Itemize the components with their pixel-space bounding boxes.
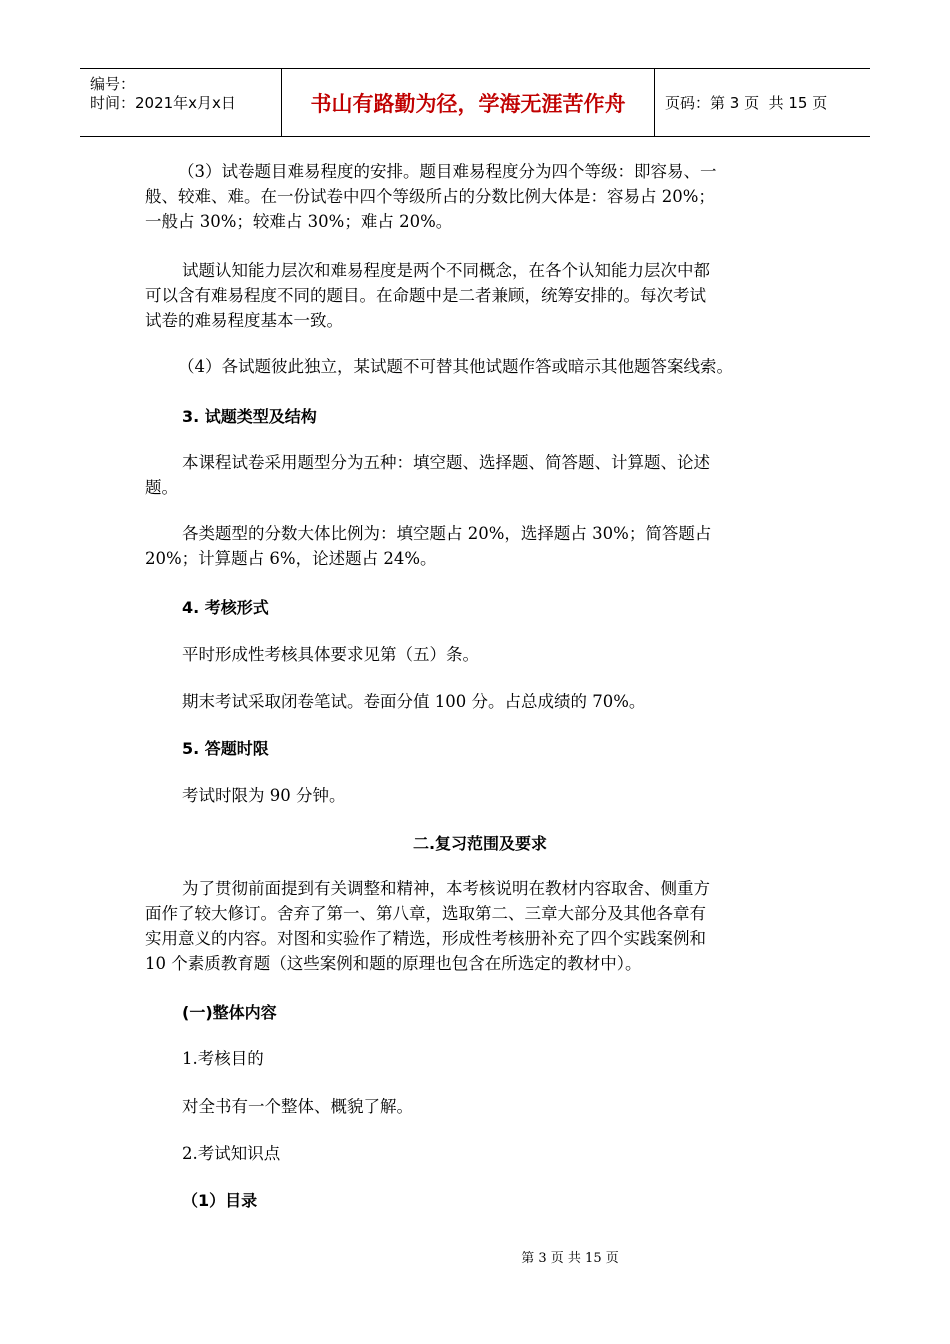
sub-item-contents: （1）目录 bbox=[182, 1191, 258, 1210]
heading-question-types: 3. 试题类型及结构 bbox=[182, 407, 317, 426]
text-line: （3）试卷题目难易程度的安排。题目难易程度分为四个等级：即容易、一 bbox=[178, 162, 717, 181]
heading-overall-content: (一)整体内容 bbox=[182, 1003, 277, 1022]
paragraph-time-limit: 考试时限为 90 分钟。 bbox=[182, 786, 346, 805]
paragraph-formative: 平时形成性考核具体要求见第（五）条。 bbox=[182, 645, 479, 664]
text-line: 面作了较大修订。舍弃了第一、第八章，选取第二、三章大部分及其他各章有 bbox=[145, 904, 706, 923]
header-meta bbox=[80, 69, 282, 136]
paragraph-overview: 对全书有一个整体、概貌了解。 bbox=[182, 1097, 413, 1116]
text-line: 10 个素质教育题（这些案例和题的原理也包含在所选定的教材中）。 bbox=[145, 954, 642, 973]
text-line: 本课程试卷采用题型分为五种：填空题、选择题、简答题、计算题、论述 bbox=[182, 453, 710, 472]
item-knowledge-points: 2.考试知识点 bbox=[182, 1144, 281, 1163]
text-line: 各类题型的分数大体比例为：填空题占 20%，选择题占 30%；简答题占 bbox=[182, 524, 712, 543]
text-line: 实用意义的内容。对图和实验作了精选，形成性考核册补充了四个实践案例和 bbox=[145, 929, 706, 948]
header-time-label: 时间：2021年x月x日 bbox=[90, 94, 236, 112]
text-line: 试题认知能力层次和难易程度是两个不同概念，在各个认知能力层次中都 bbox=[182, 261, 710, 280]
text-line: 可以含有难易程度不同的题目。在命题中是二者兼顾，统筹安排的。每次考试 bbox=[145, 286, 706, 305]
paragraph-difficulty bbox=[145, 159, 825, 234]
text-line: 20%；计算题占 6%，论述题占 24%。 bbox=[145, 549, 437, 568]
item-assessment-purpose: 1.考核目的 bbox=[182, 1049, 264, 1068]
section-heading-review: 二.复习范围及要求 bbox=[412, 834, 548, 853]
paragraph-cognition bbox=[145, 258, 825, 333]
page-header bbox=[80, 68, 870, 137]
header-page-info bbox=[655, 69, 870, 136]
text-line: 一般占 30%；较难占 30%；难占 20%。 bbox=[145, 212, 453, 231]
text-line: 题。 bbox=[145, 478, 178, 497]
text-line: （4）各试题彼此独立，某试题不可替其他试题作答或暗示其他题答案线索。 bbox=[178, 357, 733, 376]
header-number-label: 编号： bbox=[90, 75, 136, 93]
text-line: 为了贯彻前面提到有关调整和精神，本考核说明在教材内容取舍、侧重方 bbox=[182, 879, 710, 898]
text-line: 般、较难、难。在一份试卷中四个等级所占的分数比例大体是：容易占 20%； bbox=[145, 187, 715, 206]
paragraph-independence bbox=[145, 354, 825, 379]
paragraph-question-types bbox=[145, 450, 825, 500]
paragraph-score-ratio bbox=[145, 521, 825, 571]
heading-assessment-form: 4. 考核形式 bbox=[182, 598, 269, 617]
paragraph-final-exam: 期末考试采取闭卷笔试。卷面分值 100 分。占总成绩的 70%。 bbox=[182, 692, 646, 711]
paragraph-review-intro bbox=[145, 876, 825, 976]
header-page-info-text: 页码：第 3 页 共 15 页 bbox=[665, 94, 828, 112]
header-motto: 书山有路勤为径，学海无涯苦作舟 bbox=[282, 69, 655, 136]
text-line: 试卷的难易程度基本一致。 bbox=[145, 311, 343, 330]
heading-time-limit: 5. 答题时限 bbox=[182, 739, 269, 758]
page-footer: 第 3 页 共 15 页 bbox=[521, 1251, 619, 1266]
